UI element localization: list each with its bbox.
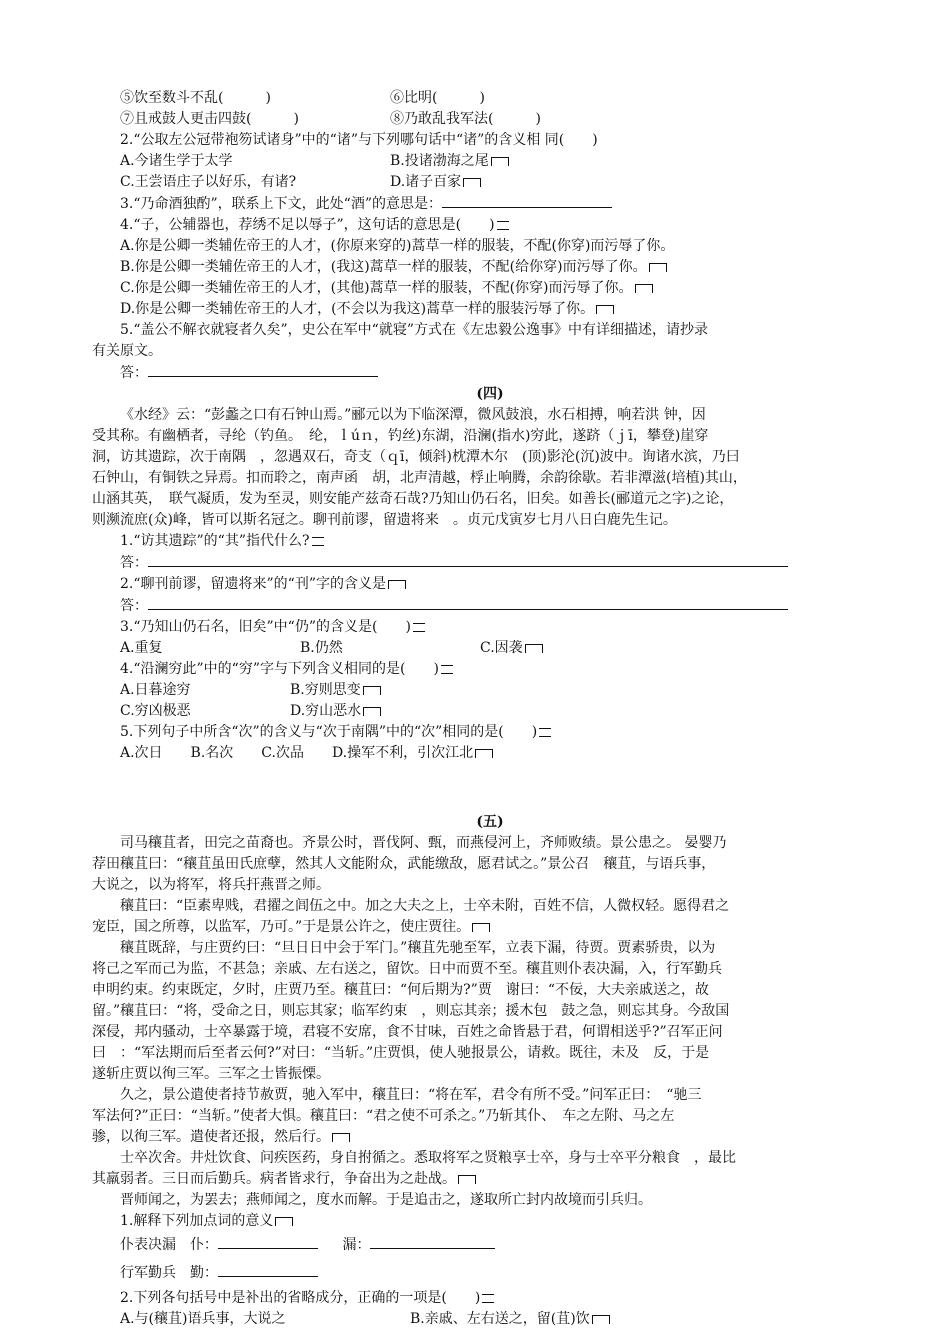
question-label: 3.“乃知山仍石名，旧矣”中“仍”的含义是( ): [120, 619, 411, 635]
edit-mark-icon: [472, 923, 490, 932]
passage-line: 司马穰苴者，田完之苗裔也。齐景公时，晋伐阿、甄，而燕侵河上，齐师败绩。景公患之。 晏婴乃: [120, 835, 727, 851]
edit-mark-icon: [592, 1315, 610, 1324]
term-label: 行军勤兵 勤：: [120, 1265, 218, 1281]
passage-line: [92, 917, 860, 938]
passage-line: 军法何?”正曰：“当斩。”使者大惧。穰苴曰：“君之使不可杀之。”乃斩其仆、 车之左附、马之左: [92, 1108, 675, 1124]
question-row: [120, 1262, 860, 1284]
question-label: 1.“访其遗踪”的“其”指代什么?: [120, 533, 310, 549]
option: ⑤饮至数斗不乱( ): [120, 90, 271, 106]
passage-text: 宠臣，国之所尊，以监军，乃可。”于是景公许之，使庄贾往。: [92, 919, 471, 935]
option-text: D.你是公卿一类辅佐帝王的人才，(不会以为我这)蒿草一样的服装污辱了你。: [120, 301, 595, 317]
answer-row: [120, 552, 860, 574]
question-label: 4.“沿澜穷此”中的“穷”字与下列含义相同的是( ): [120, 661, 439, 677]
passage-line: 遂斩庄贾以徇三军。三军之士皆振慄。: [92, 1066, 330, 1082]
answer-label: 答：: [120, 555, 148, 571]
passage-line: [92, 1127, 860, 1148]
option: [120, 299, 860, 320]
answer-blank[interactable]: [148, 362, 378, 377]
option: [120, 257, 860, 278]
edit-mark-icon: [475, 749, 493, 758]
option: ⑦且戒鼓人更击四鼓( ): [120, 111, 299, 127]
answer-label: 答：: [120, 598, 148, 614]
edit-mark-icon: [649, 263, 667, 272]
question-text: [120, 617, 860, 638]
question-row: [120, 151, 860, 172]
passage-line: 留。”穰苴曰：“将，受命之日，则忘其家；临军约束 ，则忘其亲；援木包 鼓之急，则忘其身。今敌国: [92, 1003, 730, 1019]
option: A.与(穰苴)语兵事，大说之: [120, 1311, 286, 1327]
answer-blank[interactable]: [148, 595, 788, 610]
question-label: 5.下列句子中所含“次”的含义与“次于南隅”中的“次”相同的是( ): [120, 724, 538, 740]
option: C.王尝语庄子以好乐，有诸?: [120, 174, 297, 190]
passage-line: 申明约束。约束既定，夕时，庄贾乃至。穰苴曰：“何后期为?”贾 谢曰：“不佞，大夫亲戚送之，故: [92, 982, 709, 998]
section-heading: (五): [476, 814, 504, 830]
question-text: [120, 1211, 860, 1232]
passage-line: 《水经》云：“彭蠡之口有石钟山焉。”郦元以为下临深潭，微风鼓浪，水石相搏，响若洪 钟，因: [120, 407, 706, 423]
passage-line: 士卒次舍。井灶饮食、问疾医药，身自拊循之。悉取将军之贤粮享士卒，身与士卒平分粮食 ，最比: [120, 1150, 736, 1166]
option: C.穷凶极恶: [120, 703, 191, 719]
spacer: [120, 764, 860, 812]
option: B.投诸渤海之尾: [390, 153, 489, 169]
answer-row: [120, 362, 860, 384]
edit-mark-icon: [497, 221, 509, 230]
question-row: [120, 1234, 860, 1256]
edit-mark-icon: [635, 284, 653, 293]
edit-mark-icon: [463, 178, 481, 187]
question-text: [120, 531, 860, 552]
option-text: B.你是公卿一类辅佐帝王的人才，(我这)蒿草一样的服装，不配(给你穿)而污辱了你。: [120, 259, 647, 275]
option: B.亲戚、左右送之，留(苴)饮: [410, 1311, 590, 1327]
passage-line: 受其称。有幽栖者，寻纶（钓鱼。 纶，ｌúｎ，钓丝)东湖，沿澜(指水)穷此，遂跻（ｊī，攀登)崖穿: [92, 428, 709, 444]
option: ⑧乃敢乱我军法( ): [390, 111, 541, 127]
passage-line: 将己之军而己为监，不甚急；亲戚、左右送之，留饮。日中而贾不至。穰苴则仆表决漏，入，行军勤兵: [92, 961, 722, 977]
question-text: 5.“盖公不解衣就寝者久矣”，史公在军中“就寝”方式在《左忠毅公逸事》中有详细描述，请抄录: [120, 322, 708, 338]
passage-text: 其羸弱者。三日而后勤兵。病者皆求行，争奋出为之赴战。: [92, 1171, 456, 1187]
answer-blank[interactable]: [218, 1234, 318, 1249]
edit-mark-icon: [539, 728, 551, 737]
question-text: [120, 1288, 860, 1309]
answer-blank[interactable]: [218, 1262, 318, 1277]
passage-line: 曰 ：“军法期而后至者云何?”对曰：“当斩。”庄贾惧，使人驰报景公，请救。既往，未及 反，于是: [92, 1045, 710, 1061]
passage-line: 深侵，邦内骚动，士卒暴露于境，君寝不安席，食不甘味，百姓之命皆悬于君，何谓相送乎?”召军正问: [92, 1024, 723, 1040]
answer-label: 答：: [120, 365, 148, 381]
option: B.仍然: [300, 640, 343, 656]
option: C.因袭: [480, 640, 523, 656]
passage-line: 石钟山，有铜铁之异焉。扣而聆之，南声函 胡，北声清越，桴止响腾，余韵徐歇。若非潭滋(培植)其山，: [92, 470, 747, 486]
question-label: 4.“子，公辅器也，荐绣不足以辱子”，这句话的意思是( ): [120, 217, 495, 233]
section-heading: (四): [476, 386, 504, 402]
passage-line: 晋师闻之，为罢去；燕师闻之，度水而解。于是追击之，遂取所亡封内故境而引兵归。: [120, 1192, 652, 1208]
passage-text: 骖，以徇三军。遣使者还报，然后行。: [92, 1129, 330, 1145]
question-row: [120, 172, 860, 193]
edit-mark-icon: [458, 1175, 476, 1184]
question-row: [120, 701, 860, 722]
question-label: 2.下列各句括号中是补出的省略成分，正确的一项是( ): [120, 1290, 481, 1306]
passage-line: 穰苴既辞，与庄贾约曰：“旦日日中会于军门。”穰苴先驰至军，立表下漏，待贾。贾素骄贵，以为: [120, 940, 716, 956]
option: A.日暮途穷: [120, 682, 191, 698]
passage-line: 洞，访其遗踪，次于南隅 ，忽遇双石，奇支（ｑī，倾斜)枕潭木尔 (顶)影沦(沉)波中。询诸水滨，乃曰: [92, 449, 740, 465]
edit-mark-icon: [596, 305, 614, 314]
edit-mark-icon: [482, 1294, 494, 1303]
question-label: 1.解释下列加点词的意义: [120, 1213, 274, 1229]
document-page: [92, 88, 860, 1330]
question-text: 2.“公取左公冠带袍笏试诸身”中的“诸”与下列哪句话中“诸”的含义相 同( ): [120, 132, 598, 148]
question-text: [120, 574, 860, 595]
term-label: 漏：: [342, 1237, 371, 1253]
passage-line: 荐田穰苴曰：“穰苴虽田氏庶孽，然其人文能附众，武能缴敌，愿君试之。”景公召 穰苴，与语兵事，: [92, 856, 716, 872]
passage-line: 山涵其英， 联气凝质，发为至灵，则安能产兹奇石哉?乃知山仍石名，旧矣。如善长(郦道元之字)之论，: [92, 491, 734, 507]
question-row: [120, 638, 860, 659]
edit-mark-icon: [363, 707, 381, 716]
edit-mark-icon: [491, 157, 509, 166]
question-text: [120, 193, 860, 215]
edit-mark-icon: [413, 623, 425, 632]
passage: [92, 833, 860, 1211]
question-row: [120, 88, 860, 109]
question-label: 2.“聊刊前谬，留遗将来”的“刊”字的含义是: [120, 576, 386, 592]
question-text: [120, 659, 860, 680]
term-label: 仆表决漏 仆：: [120, 1237, 218, 1253]
question-row: [120, 743, 860, 764]
question-row: [120, 680, 860, 701]
question-text: 有关原文。: [92, 343, 162, 359]
edit-mark-icon: [441, 665, 453, 674]
answer-blank[interactable]: [148, 552, 788, 567]
passage-line: 大说之，以为将军，将兵扞燕晋之师。: [92, 877, 330, 893]
option: A.次日 B.名次 C.次品 D.操军不利，引次江北: [120, 745, 474, 761]
option: A.你是公卿一类辅佐帝王的人才，(你原来穿的)蒿草一样的服装，不配(你穿)而污辱了你。: [120, 238, 675, 254]
passage-line: [92, 1169, 860, 1190]
option: D.诸子百家: [390, 174, 462, 190]
edit-mark-icon: [275, 1217, 293, 1226]
question-row: [120, 109, 860, 130]
option-text: C.你是公卿一类辅佐帝王的人才，(其他)蒿草一样的服装，不配(你穿)而污辱了你。: [120, 280, 633, 296]
question-text: [120, 215, 860, 236]
edit-mark-icon: [525, 644, 543, 653]
edit-mark-icon: [388, 580, 406, 589]
passage-line: 久之，景公遣使者持节赦贾，驰入军中，穰苴曰：“将在军，君令有所不受。”问军正曰： “驰三: [120, 1087, 702, 1103]
option: D.穷山恶水: [290, 703, 362, 719]
question-row: [120, 1309, 860, 1330]
passage: [92, 405, 860, 531]
question-label: 3.“乃命酒独酌”，联系上下文，此处“酒”的意思是：: [120, 196, 442, 212]
option: A.今诸生学于太学: [120, 153, 233, 169]
answer-blank[interactable]: [370, 1234, 495, 1249]
option: ⑥比明( ): [390, 90, 485, 106]
answer-blank[interactable]: [442, 193, 612, 208]
answer-row: [120, 595, 860, 617]
question-text: [120, 722, 860, 743]
passage-line: 则濒流庶(众)峰，皆可以斯名冠之。聊刊前谬，留遗将来 。贞元戊寅岁七月八日白鹿先生记。: [92, 512, 677, 528]
option: [120, 278, 860, 299]
edit-mark-icon: [363, 686, 381, 695]
option: A.重复: [120, 640, 163, 656]
edit-mark-icon: [332, 1133, 350, 1142]
passage-line: 穰苴曰：“臣素卑贱，君擢之闾伍之中。加之大夫之上，士卒未附，百姓不信，人微权轻。愿得君之: [120, 898, 730, 914]
option: B.穷则思变: [290, 682, 361, 698]
edit-mark-icon: [312, 537, 324, 546]
